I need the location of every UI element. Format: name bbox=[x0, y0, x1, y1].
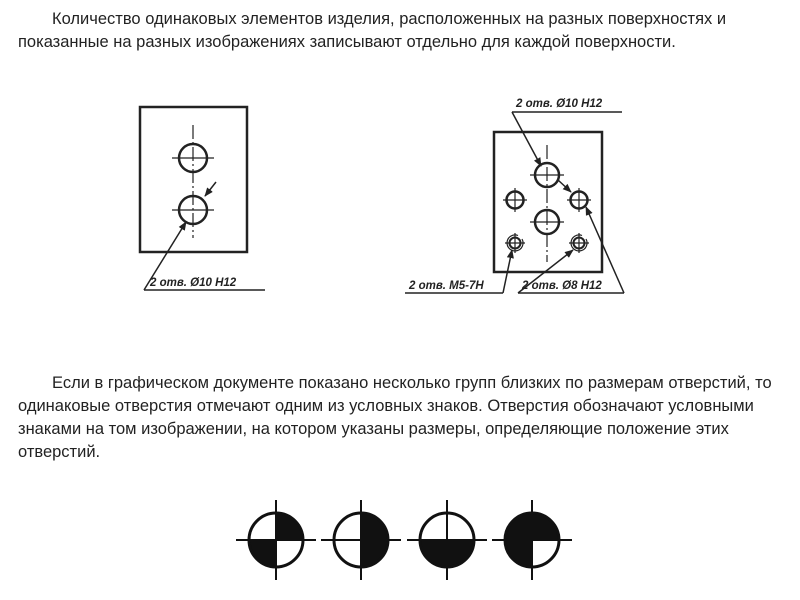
hole-symbol-3 bbox=[407, 500, 487, 580]
label-left: 2 отв. Ø10 H12 bbox=[150, 277, 237, 289]
hole-symbol-4 bbox=[492, 500, 572, 580]
hole-symbol-1 bbox=[236, 500, 316, 580]
label-small: 2 отв. Ø8 H12 bbox=[522, 280, 602, 292]
label-thread: 2 отв. M5-7H bbox=[409, 280, 484, 292]
label-top: 2 отв. Ø10 H12 bbox=[516, 98, 603, 110]
hole-symbol-2 bbox=[321, 500, 401, 580]
paragraph-groups-text: Если в графическом документе показано несколько групп близких по размерам отверстий, то одинаковые отверстия отмечают одним из условных знаков. Отверстия обозначают условными знаками на том изображении, на котором указаны размеры, определяющие положение этих отверстий. bbox=[18, 374, 772, 461]
paragraph-surfaces-text: Количество одинаковых элементов изделия, расположенных на разных поверхностях и показанные на разных изображениях записывают отдельно для каждой поверхности. bbox=[18, 10, 727, 51]
